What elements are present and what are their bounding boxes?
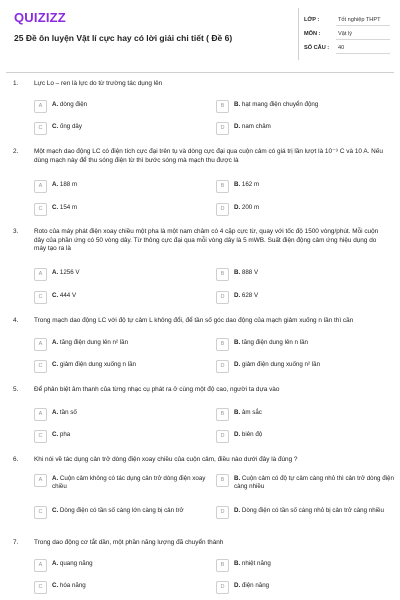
option-text: Cuộn cảm không có tác dụng cản trở dòng điện xoay chiều — [52, 475, 206, 491]
option-text: 888 V — [241, 269, 259, 276]
meta-class-value: Tốt nghiệp THPT — [338, 17, 381, 23]
option-text: ống dây — [59, 123, 82, 130]
option-text: hạt mang điện chuyển động — [241, 101, 319, 108]
option-letter-badge: B — [216, 408, 229, 421]
option-letter-badge: B — [216, 180, 229, 193]
option-letter-badge: D — [216, 203, 229, 216]
option-text: hóa năng — [59, 582, 86, 589]
option-letter-badge: C — [34, 430, 47, 443]
option-text: dòng điện — [59, 101, 88, 108]
meta-underline — [336, 25, 390, 26]
option-letter-badge: B — [216, 559, 229, 572]
option-letter-badge: D — [216, 430, 229, 443]
option-text: pha — [59, 431, 71, 438]
option-letter-badge: C — [34, 506, 47, 519]
option-letter-badge: A — [34, 408, 47, 421]
meta-count-value: 40 — [338, 45, 345, 51]
question-text: Roto của máy phát điện xoay chiều một pha là một nam châm có 4 cặp cực từ, quay với tốc độ 1500 vòng/phút. Mỗi cuộn dây của phần ứng có 50 vòng dây. Từ thông cực đại qua mỗi vòng dây là 5 mWB. Suất điện động cảm ứng hiệu dụng do máy tạo ra là — [34, 228, 379, 253]
header-divider — [298, 8, 299, 60]
option-letter-badge: B — [216, 338, 229, 351]
question-text: Một mạch dao động LC có điện tích cực đại trên tụ và dòng cực đại qua cuộn cảm có giá trị lần lượt là 10⁻⁹ C và 10 A. Nếu dùng mạch này để thu sóng điện từ thì bước sóng mà mạch thu được là — [34, 148, 383, 164]
option-letter-badge: C — [34, 581, 47, 594]
option-letter-badge: D — [216, 291, 229, 304]
option-letter-badge: D — [216, 122, 229, 135]
option-letter-badge: A — [34, 559, 47, 572]
meta-underline — [336, 53, 390, 54]
option-text: 154 m — [59, 204, 78, 211]
option-letter-badge: C — [34, 360, 47, 373]
option-letter-badge: C — [34, 291, 47, 304]
question-text: Trong mạch dao động LC với độ tự cảm L không đổi, để tần số góc dao động của mạch giảm xuống n lần thì cần — [34, 317, 354, 324]
meta-subject-key: MÔN : — [304, 31, 321, 37]
meta-subject-value: Vật lý — [338, 31, 352, 37]
option-letter-badge: B — [216, 268, 229, 281]
document-title: 25 Đề ôn luyện Vật lí cực hay có lời giải chi tiết ( Đề 6) — [14, 33, 233, 43]
header-rule — [6, 72, 394, 73]
option-text: âm sắc — [241, 409, 262, 416]
question-number: 6. — [13, 456, 19, 463]
question-number: 3. — [13, 228, 19, 235]
quizizz-logo: QUIZIZZ — [14, 10, 66, 25]
worksheet-page: QUIZIZZ 25 Đề ôn luyện Vật lí cực hay có lời giải chi tiết ( Đề 6) LỚP : Tốt nghiệp THPT MÔN : Vật lý SỐ CÂU : 40 1. Lực Lo – ren là lực do từ trường tác dụng lên A A. dòng điện B B. hạt mang điện chuyển động C C. ống dây D D. nam châm 2. Một mạch dao động LC có điện tích cực đại trên tụ và dòng cực đại qua cuộn cảm có giá trị lần lượt là 10⁻⁹ C và 10 A. Nếu dùng mạch này để thu sóng điện từ thì bước sóng mà mạch thu được là A A. 188 m B B. 162 m C C. 154 m D D. 200 m 3. Roto của máy phát điện xoay chiều một pha là một nam châm có 4 cặp cực từ, quay với tốc độ 1500 vòng/phút. Mỗi cuộn dây của phần ứng có 50 vòng dây. Từ thông cực đại qua mỗi vòng dây là 5 mWB. Suất điện động cảm ứng hiệu dụng do máy tạo ra là A A. 1256 V B B. 888 V C C. 444 V D D. 628 V 4. Trong mạch dao động LC với độ tự cảm L không đổi, để tần số góc dao động của mạch giảm xuống n lần thì cần A A. tăng điện dung lên n² lần B B. tăng điện dung lên n lần C C. giảm điện dung xuống n lần D D. giảm điện dung xuống n² lần 5. Để phân biệt âm thanh của từng nhạc cụ phát ra ở cùng một độ cao, người ta dựa vào A A. tần số B B. âm sắc C C. pha D D. biên độ 6. Khi nói về tác dụng cản trở dòng điện xoay chiều của cuộn cảm, điều nào dưới đây là đúng ? A A. Cuộn cảm không có tác dụng cản trở dòng điện xoay chiều B B. Cuộn cảm có độ tự cảm càng nhỏ thì cản trở dòng điện càng nhiều C C. Dòng điện có tần số càng lớn càng bị cản trở D D. Dòng điện có tần số càng nhỏ bị cản trở càng nhiều 7. Trong dao động cơ tắt dần, một phần năng lượng đã chuyển thành A A. quang năng B B. nhiệt năng C C. hóa năng D D. điện năng — [0, 0, 400, 600]
option-letter-badge: C — [34, 122, 47, 135]
meta-class-key: LỚP : — [304, 17, 320, 23]
option-text: giảm điện dung xuống n² lần — [241, 361, 321, 368]
question-text: Lực Lo – ren là lực do từ trường tác dụng lên — [34, 80, 163, 87]
option-letter-badge: B — [216, 474, 229, 487]
option-letter-badge: D — [216, 360, 229, 373]
option-letter-badge: A — [34, 100, 47, 113]
option-text: 1256 V — [59, 269, 80, 276]
option-text: 444 V — [59, 292, 77, 299]
option-text: 628 V — [241, 292, 259, 299]
question-number: 5. — [13, 386, 19, 393]
option-text: tần số — [59, 409, 77, 416]
option-letter-badge: A — [34, 180, 47, 193]
option-text: tăng điện dung lên n² lần — [59, 339, 129, 346]
option-text: Dòng điện có tần số càng nhỏ bị cản trở càng nhiều — [241, 507, 384, 514]
option-text: Dòng điện có tần số càng lớn càng bị cản trở — [59, 507, 184, 514]
option-text: 188 m — [59, 181, 78, 188]
meta-count-key: SỐ CÂU : — [304, 45, 330, 51]
option-letter-badge: D — [216, 581, 229, 594]
option-letter-badge: B — [216, 100, 229, 113]
option-text: giảm điện dung xuống n lần — [59, 361, 136, 368]
question-number: 4. — [13, 317, 19, 324]
option-text: quang năng — [59, 560, 93, 567]
question-text: Trong dao động cơ tắt dần, một phần năng lượng đã chuyển thành — [34, 539, 224, 546]
option-text: Cuộn cảm có độ tự cảm càng nhỏ thì cản trở dòng điện càng nhiều — [234, 475, 394, 491]
question-number: 1. — [13, 80, 19, 87]
question-text: Để phân biệt âm thanh của từng nhạc cụ phát ra ở cùng một độ cao, người ta dựa vào — [34, 386, 280, 393]
header — [0, 0, 400, 68]
option-letter-badge: A — [34, 338, 47, 351]
option-text: 162 m — [241, 181, 260, 188]
option-text: 200 m — [241, 204, 260, 211]
option-text: tăng điện dung lên n lần — [241, 339, 308, 346]
option-text: nhiệt năng — [241, 560, 271, 567]
option-text: biên độ — [241, 431, 263, 438]
option-letter-badge: A — [34, 268, 47, 281]
option-letter-badge: C — [34, 203, 47, 216]
question-text: Khi nói về tác dụng cản trở dòng điện xoay chiều của cuộn cảm, điều nào dưới đây là đúng ? — [34, 456, 298, 463]
option-text: điện năng — [241, 582, 270, 589]
meta-underline — [336, 39, 390, 40]
option-letter-badge: A — [34, 474, 47, 487]
question-number: 7. — [13, 539, 19, 546]
option-text: nam châm — [241, 123, 271, 130]
question-number: 2. — [13, 148, 19, 155]
option-letter-badge: D — [216, 506, 229, 519]
